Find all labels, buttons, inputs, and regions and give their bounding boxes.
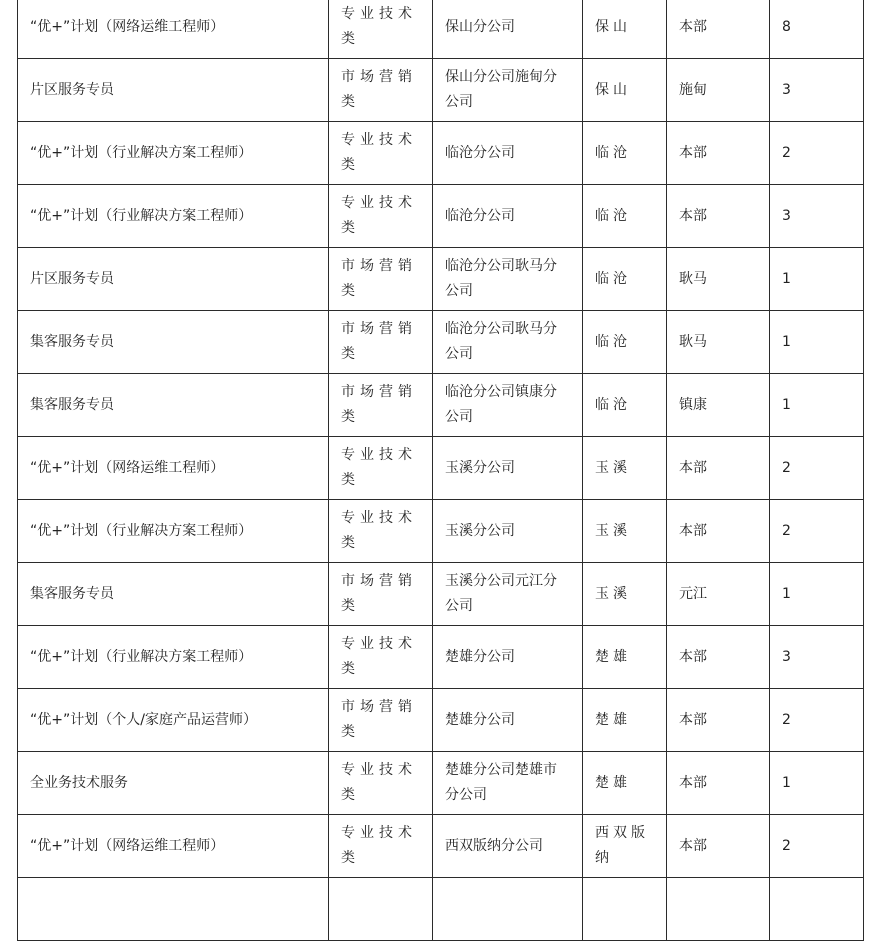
location-cell: 本部: [667, 0, 770, 59]
position-cell: 片区服务专员: [18, 248, 329, 311]
count-cell: 3: [770, 59, 864, 122]
unit-cell: 玉溪分公司元江分公司: [433, 563, 583, 626]
unit-cell: 保山分公司施甸分公司: [433, 59, 583, 122]
category-cell: 专业技术类: [329, 500, 433, 563]
category-cell: 专业技术类: [329, 626, 433, 689]
count-cell: 8: [770, 0, 864, 59]
unit-cell: 临沧分公司耿马分公司: [433, 248, 583, 311]
city-cell: 保山: [583, 0, 667, 59]
category-cell: 市场营销类: [329, 311, 433, 374]
city-cell: [583, 878, 667, 941]
category-cell: 专业技术类: [329, 122, 433, 185]
unit-cell: 玉溪分公司: [433, 437, 583, 500]
count-cell: 2: [770, 815, 864, 878]
position-cell: “优+”计划（网络运维工程师）: [18, 815, 329, 878]
category-cell: 市场营销类: [329, 59, 433, 122]
count-cell: 2: [770, 122, 864, 185]
location-cell: 本部: [667, 500, 770, 563]
unit-cell: 临沧分公司: [433, 122, 583, 185]
count-cell: 1: [770, 374, 864, 437]
position-cell: 集客服务专员: [18, 563, 329, 626]
location-cell: 本部: [667, 185, 770, 248]
table-body: [18, 0, 864, 941]
city-cell: 楚雄: [583, 689, 667, 752]
location-cell: 耿马: [667, 311, 770, 374]
table-row: [18, 815, 864, 878]
city-cell: 临沧: [583, 122, 667, 185]
city-cell: 临沧: [583, 374, 667, 437]
unit-cell: 楚雄分公司楚雄市分公司: [433, 752, 583, 815]
unit-cell: [433, 878, 583, 941]
position-cell: “优+”计划（行业解决方案工程师）: [18, 185, 329, 248]
count-cell: 3: [770, 185, 864, 248]
category-cell: 市场营销类: [329, 563, 433, 626]
table-row: [18, 0, 864, 59]
position-cell: “优+”计划（个人/家庭产品运营师）: [18, 689, 329, 752]
unit-cell: 临沧分公司: [433, 185, 583, 248]
table-row: [18, 626, 864, 689]
city-cell: 玉溪: [583, 437, 667, 500]
position-cell: “优+”计划（网络运维工程师）: [18, 0, 329, 59]
category-cell: 市场营销类: [329, 689, 433, 752]
table-row: [18, 878, 864, 941]
position-cell: 片区服务专员: [18, 59, 329, 122]
city-cell: 楚雄: [583, 626, 667, 689]
category-cell: 专业技术类: [329, 815, 433, 878]
unit-cell: 玉溪分公司: [433, 500, 583, 563]
table-row: [18, 500, 864, 563]
location-cell: 本部: [667, 122, 770, 185]
count-cell: 1: [770, 563, 864, 626]
table-row: [18, 437, 864, 500]
unit-cell: 楚雄分公司: [433, 626, 583, 689]
city-cell: 楚雄: [583, 752, 667, 815]
table-row: [18, 185, 864, 248]
unit-cell: 西双版纳分公司: [433, 815, 583, 878]
unit-cell: 楚雄分公司: [433, 689, 583, 752]
position-cell: 全业务技术服务: [18, 752, 329, 815]
unit-cell: 临沧分公司耿马分公司: [433, 311, 583, 374]
position-cell: [18, 878, 329, 941]
count-cell: [770, 878, 864, 941]
position-cell: 集客服务专员: [18, 374, 329, 437]
unit-cell: 保山分公司: [433, 0, 583, 59]
category-cell: 专业技术类: [329, 437, 433, 500]
table-row: [18, 563, 864, 626]
count-cell: 3: [770, 626, 864, 689]
city-cell: 临沧: [583, 185, 667, 248]
location-cell: 本部: [667, 815, 770, 878]
count-cell: 1: [770, 752, 864, 815]
location-cell: 施甸: [667, 59, 770, 122]
location-cell: 本部: [667, 437, 770, 500]
recruitment-table: [17, 0, 864, 941]
count-cell: 2: [770, 689, 864, 752]
table-row: [18, 689, 864, 752]
city-cell: 临沧: [583, 311, 667, 374]
location-cell: 本部: [667, 689, 770, 752]
table-row: [18, 752, 864, 815]
category-cell: 专业技术类: [329, 0, 433, 59]
table-row: [18, 59, 864, 122]
city-cell: 保山: [583, 59, 667, 122]
position-cell: 集客服务专员: [18, 311, 329, 374]
location-cell: 元江: [667, 563, 770, 626]
location-cell: 耿马: [667, 248, 770, 311]
category-cell: 市场营销类: [329, 248, 433, 311]
position-cell: “优+”计划（行业解决方案工程师）: [18, 122, 329, 185]
city-cell: 玉溪: [583, 500, 667, 563]
count-cell: 2: [770, 500, 864, 563]
location-cell: 镇康: [667, 374, 770, 437]
table-row: [18, 122, 864, 185]
city-cell: 玉溪: [583, 563, 667, 626]
category-cell: 专业技术类: [329, 752, 433, 815]
count-cell: 1: [770, 311, 864, 374]
city-cell: 临沧: [583, 248, 667, 311]
category-cell: 专业技术类: [329, 185, 433, 248]
unit-cell: 临沧分公司镇康分公司: [433, 374, 583, 437]
position-cell: “优+”计划（行业解决方案工程师）: [18, 500, 329, 563]
city-cell: 西双版纳: [583, 815, 667, 878]
count-cell: 2: [770, 437, 864, 500]
count-cell: 1: [770, 248, 864, 311]
table-row: [18, 374, 864, 437]
location-cell: 本部: [667, 752, 770, 815]
category-cell: 市场营销类: [329, 374, 433, 437]
location-cell: [667, 878, 770, 941]
category-cell: [329, 878, 433, 941]
table-row: [18, 248, 864, 311]
location-cell: 本部: [667, 626, 770, 689]
position-cell: “优+”计划（行业解决方案工程师）: [18, 626, 329, 689]
table-row: [18, 311, 864, 374]
position-cell: “优+”计划（网络运维工程师）: [18, 437, 329, 500]
